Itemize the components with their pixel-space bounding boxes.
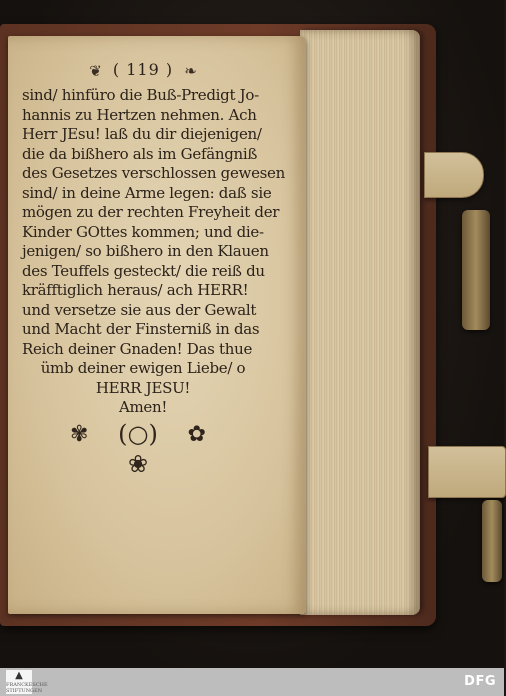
dfg-logo[interactable]: DFG: [464, 674, 496, 689]
clasp-metal-bottom: [482, 500, 502, 582]
text-line: Herr JEsu! laß du dir diejenigen/: [22, 125, 262, 143]
page-header: [22, 58, 264, 82]
clasp-strap-top: [424, 152, 484, 198]
text-line: hannis zu Hertzen nehmen. Ach: [22, 105, 257, 124]
ornament-right-icon: ❧: [184, 61, 197, 80]
text-line: sind/ hinfüro die Buß-Predigt Jo-: [22, 86, 259, 104]
text-line: Reich deiner Gnaden! Das thue: [22, 339, 253, 358]
closing-vignette: [70, 420, 206, 500]
text-line: des Teuffels gesteckt/ die reiß du: [22, 261, 265, 280]
flower-bottom-icon: ❀: [127, 450, 149, 478]
text-line: sind/ in deine Arme legen: daß sie: [22, 183, 272, 202]
text-line: jenigen/ so bißhero in den Klauen: [22, 242, 269, 260]
logo-text: FRANCKESCHE STIFTUNGEN: [6, 682, 48, 694]
text-line: HERR JESU!: [95, 378, 191, 397]
clasp-metal-top: [462, 210, 490, 330]
text-line: und versetze sie aus der Gewalt: [22, 300, 257, 319]
text-line: des Gesetzes verschlossen gewesen: [22, 164, 285, 182]
franckesche-stiftungen-logo[interactable]: [6, 670, 48, 694]
text-line: ümb deiner ewigen Liebe/ o: [40, 359, 246, 377]
text-line: Amen!: [118, 398, 168, 416]
text-line: die da bißhero als im Gefängniß: [22, 144, 258, 163]
page-text: [22, 58, 285, 418]
flower-right-icon: ✿: [187, 421, 206, 447]
vignette-center-icon: (○): [118, 420, 158, 448]
page-edges: [300, 30, 420, 615]
viewer-footer: [0, 668, 504, 696]
text-line: Kinder GOttes kommen; und die-: [22, 222, 264, 241]
text-line: mögen zu der rechten Freyheit der: [22, 203, 280, 221]
page-number: ( 119 ): [112, 60, 174, 79]
text-line: kräfftiglich heraus/ ach HERR!: [22, 281, 249, 299]
logo-mark-icon: ▲: [15, 670, 23, 681]
flower-left-icon: ✾: [70, 421, 89, 447]
clasp-strap-bottom: [428, 446, 506, 498]
ornament-left-icon: ❦: [89, 61, 102, 80]
text-line: und Macht der Finsterniß in das: [22, 320, 260, 338]
